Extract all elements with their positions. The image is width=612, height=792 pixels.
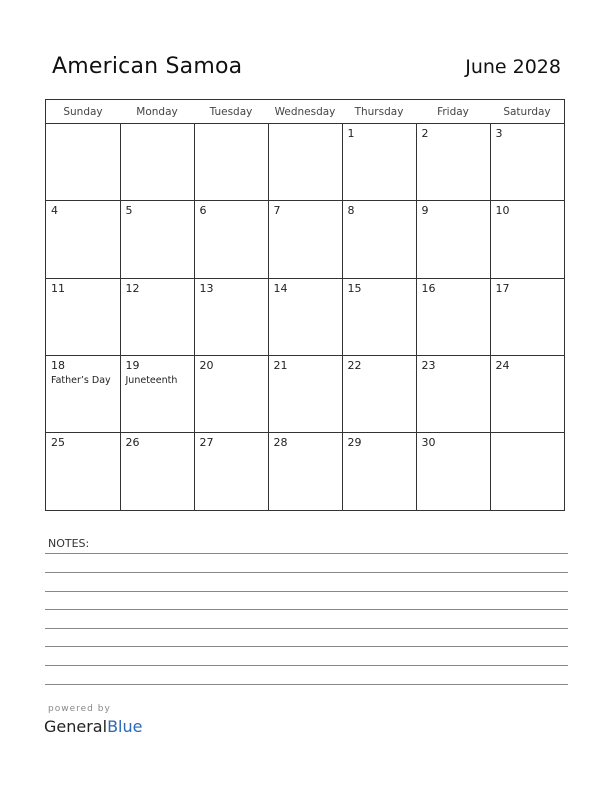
day-cell [416,278,490,355]
day-cell [194,355,268,432]
weekday-saturday: Saturday [490,100,564,124]
day-cell [120,355,194,432]
day-number: 6 [199,204,207,218]
note-line [45,591,568,592]
note-line [45,572,568,573]
brand-general: General [44,717,108,736]
day-number: 23 [421,358,436,372]
day-cell [342,278,416,355]
day-number: 21 [273,358,288,372]
calendar-title: American Samoa [52,54,243,79]
day-cell [416,201,490,278]
month-year: June 2028 [465,56,561,78]
day-cell [490,355,564,432]
day-cell [342,201,416,278]
weekday-sunday: Sunday [46,100,120,124]
brand-blue: Blue [107,717,143,736]
week-row [46,124,564,201]
day-number: 17 [495,281,510,295]
day-number: 20 [199,358,214,372]
day-cell [46,433,120,510]
weekday-monday: Monday [120,100,194,124]
day-cell [416,433,490,510]
day-number: 22 [347,358,362,372]
powered-by-text: powered by [48,704,111,714]
day-cell [268,355,342,432]
day-number: 30 [421,436,436,450]
day-number: 13 [199,281,214,295]
day-cell [120,433,194,510]
day-number: 19 [125,358,140,372]
holiday-label: Juneteenth [125,374,178,386]
day-cell [194,124,268,201]
day-cell [194,201,268,278]
day-cell [490,201,564,278]
note-line [45,684,568,685]
notes-label: NOTES: [48,537,90,550]
day-cell [46,278,120,355]
day-number: 11 [51,281,65,295]
weekday-thursday: Thursday [342,100,416,124]
week-row [46,355,564,432]
day-number: 24 [495,358,510,372]
holiday-label: Father’s Day [51,374,111,386]
day-number: 12 [125,281,140,295]
day-number: 15 [347,281,362,295]
weekday-tuesday: Tuesday [194,100,268,124]
brand-logo [44,717,142,736]
day-cell [342,355,416,432]
day-number: 29 [347,436,362,450]
day-number: 1 [347,127,355,140]
day-cell [342,433,416,510]
day-cell [268,278,342,355]
day-number: 26 [125,436,140,450]
weekday-wednesday: Wednesday [268,100,342,124]
day-cell [416,124,490,201]
day-cell [268,124,342,201]
note-line [45,665,568,666]
day-cell [46,355,120,432]
day-number: 9 [421,204,429,218]
day-number: 3 [495,127,503,140]
day-number: 28 [273,436,288,450]
week-row [46,433,564,510]
day-cell [490,124,564,201]
day-number: 5 [125,204,133,218]
day-cell [490,433,564,510]
day-cell [46,124,120,201]
day-number: 27 [199,436,214,450]
day-cell [268,433,342,510]
note-line [45,609,568,610]
day-cell [46,201,120,278]
day-number: 8 [347,204,355,218]
calendar-grid [45,99,565,511]
day-cell [120,278,194,355]
day-cell [120,201,194,278]
day-cell [268,201,342,278]
day-cell [416,355,490,432]
day-number: 2 [421,127,429,140]
day-number: 10 [495,204,510,218]
weekday-friday: Friday [416,100,490,124]
weekday-header-row [46,100,564,124]
day-cell [490,278,564,355]
day-number: 25 [51,436,65,450]
week-row [46,278,564,355]
day-cell [120,124,194,201]
note-line [45,553,568,554]
day-cell [342,124,416,201]
week-row [46,201,564,278]
day-number: 16 [421,281,436,295]
note-line [45,646,568,647]
day-number: 18 [51,358,65,372]
day-number: 7 [273,204,281,218]
note-line [45,628,568,629]
day-cell [194,433,268,510]
day-number: 4 [51,204,58,218]
day-number: 14 [273,281,288,295]
day-cell [194,278,268,355]
